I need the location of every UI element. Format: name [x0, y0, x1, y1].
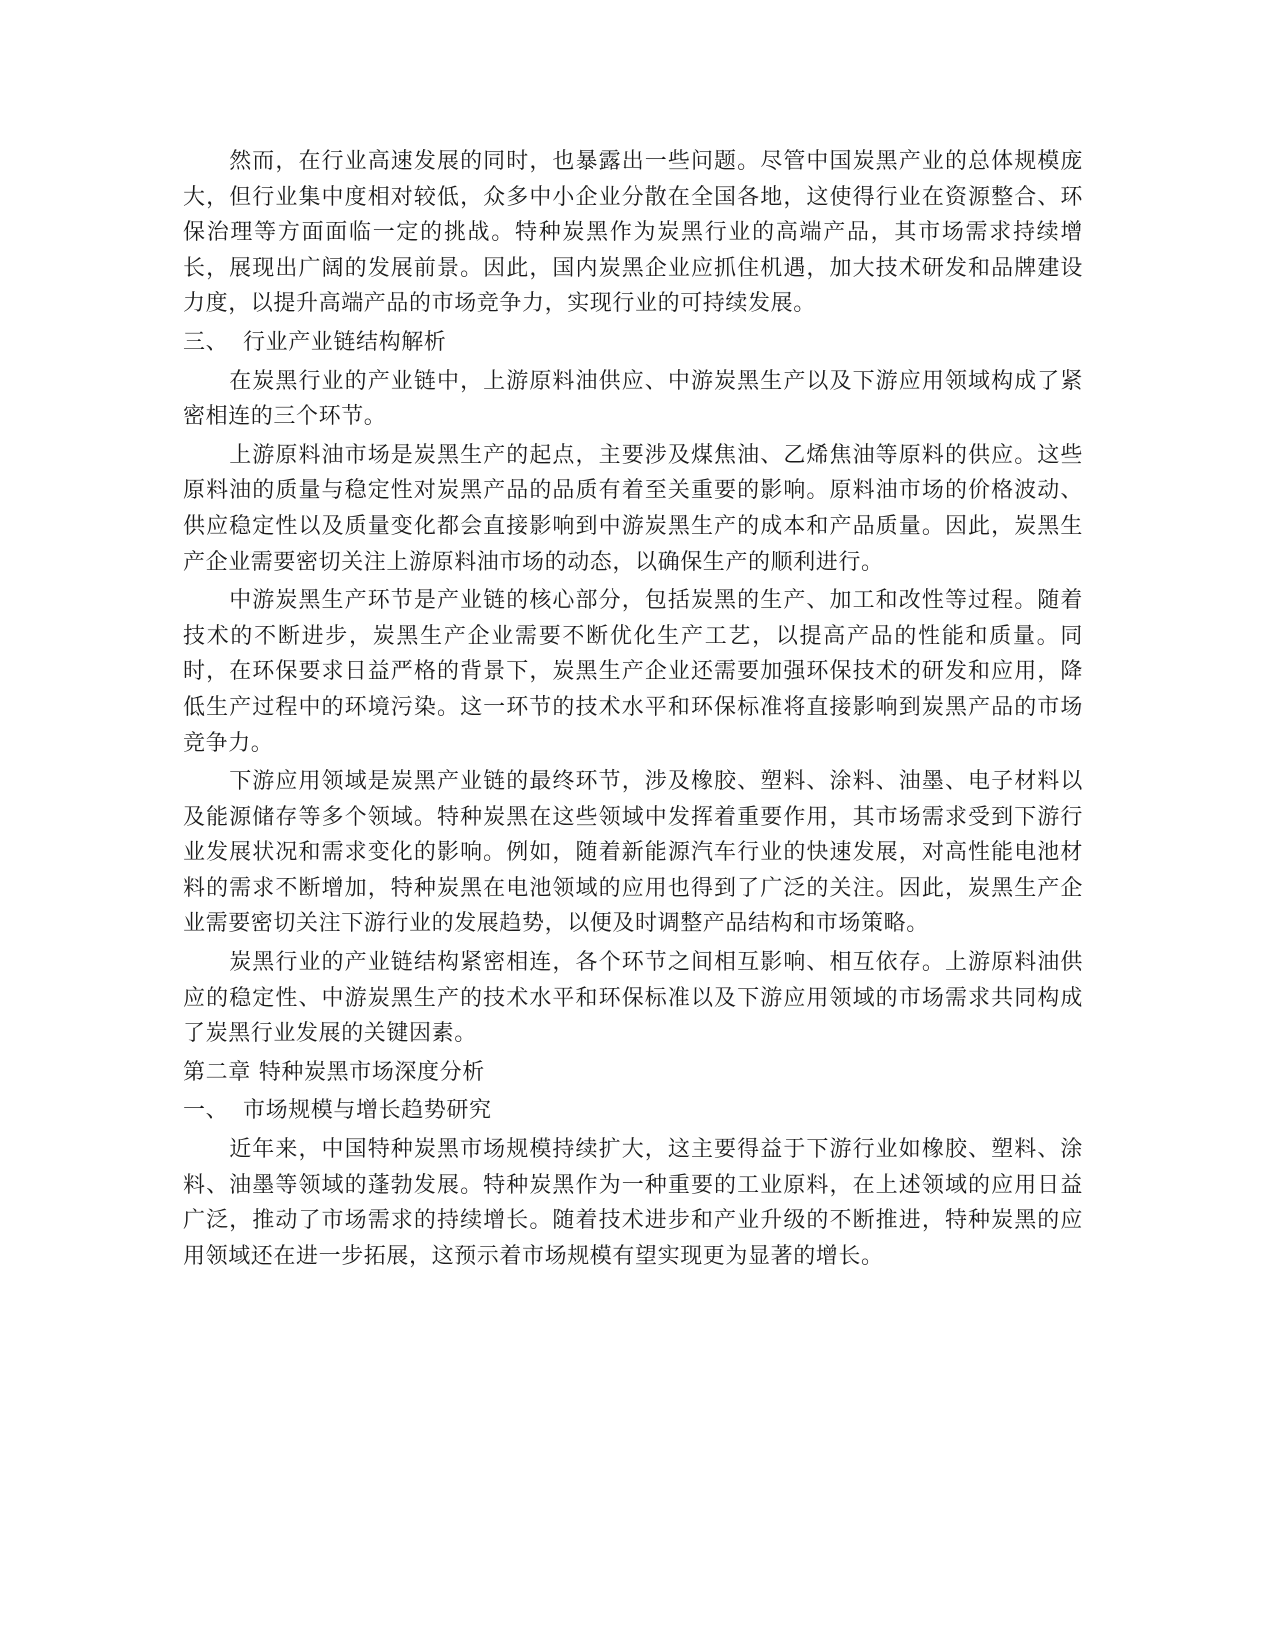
paragraph-industry-problems: 然而，在行业高速发展的同时，也暴露出一些问题。尽管中国炭黑产业的总体规模庞大，但行业集中度相对较低，众多中小企业分散在全国各地，这使得行业在资源整合、环保治理等方面面临一定的挑战。特种炭黑作为炭黑行业的高端产品，其市场需求持续增长，展现出广阔的发展前景。因此，国内炭黑企业应抓住机遇，加大技术研发和品牌建设力度，以提升高端产品的市场竞争力，实现行业的可持续发展。: [183, 149, 1083, 317]
paragraph-value-chain-summary: 炭黑行业的产业链结构紧密相连，各个环节之间相互影响、相互依存。上游原料油供应的稳定性、中游炭黑生产的技术水平和环保标准以及下游应用领域的市场需求共同构成了炭黑行业发展的关键因素。: [183, 950, 1083, 1047]
section-heading-value-chain: [183, 325, 1083, 361]
section-number: 三、: [183, 329, 229, 355]
paragraph-upstream: 上游原料油市场是炭黑生产的起点，主要涉及煤焦油、乙烯焦油等原料的供应。这些原料油的质量与稳定性对炭黑产品的品质有着至关重要的影响。原料油市场的价格波动、供应稳定性以及质量变化都会直接影响到中游炭黑生产的成本和产品质量。因此，炭黑生产企业需要密切关注上游原料油市场的动态，以确保生产的顺利进行。: [183, 442, 1083, 575]
chapter-label: 第二章: [183, 1059, 251, 1085]
section-title: 市场规模与增长趋势研究: [243, 1098, 492, 1124]
document-body: [183, 144, 1083, 1277]
chapter-heading: [183, 1055, 1083, 1091]
section-heading-market-size: [183, 1093, 1083, 1129]
paragraph-downstream: 下游应用领域是炭黑产业链的最终环节，涉及橡胶、塑料、涂料、油墨、电子材料以及能源储存等多个领域。特种炭黑在这些领域中发挥着重要作用，其市场需求受到下游行业发展状况和需求变化的影响。例如，随着新能源汽车行业的快速发展，对高性能电池材料的需求不断增加，特种炭黑在电池领域的应用也得到了广泛的关注。因此，炭黑生产企业需要密切关注下游行业的发展趋势，以便及时调整产品结构和市场策略。: [183, 769, 1083, 937]
paragraph-market-growth: 近年来，中国特种炭黑市场规模持续扩大，这主要得益于下游行业如橡胶、塑料、涂料、油墨等领域的蓬勃发展。特种炭黑作为一种重要的工业原料，在上述领域的应用日益广泛，推动了市场需求的持续增长。随着技术进步和产业升级的不断推进，特种炭黑的应用领域还在进一步拓展，这预示着市场规模有望实现更为显著的增长。: [183, 1137, 1083, 1269]
section-number: 一、: [183, 1098, 229, 1124]
paragraph-midstream: 中游炭黑生产环节是产业链的核心部分，包括炭黑的生产、加工和改性等过程。随着技术的不断进步，炭黑生产企业需要不断优化生产工艺，以提高产品的性能和质量。同时，在环保要求日益严格的背景下，炭黑生产企业还需要加强环保技术的研发和应用，降低生产过程中的环境污染。这一环节的技术水平和环保标准将直接影响到炭黑产品的市场竞争力。: [183, 588, 1083, 756]
chapter-title: 特种炭黑市场深度分析: [258, 1059, 485, 1085]
section-title: 行业产业链结构解析: [243, 329, 447, 355]
paragraph-value-chain-intro: 在炭黑行业的产业链中，上游原料油供应、中游炭黑生产以及下游应用领域构成了紧密相连的三个环节。: [183, 368, 1083, 430]
